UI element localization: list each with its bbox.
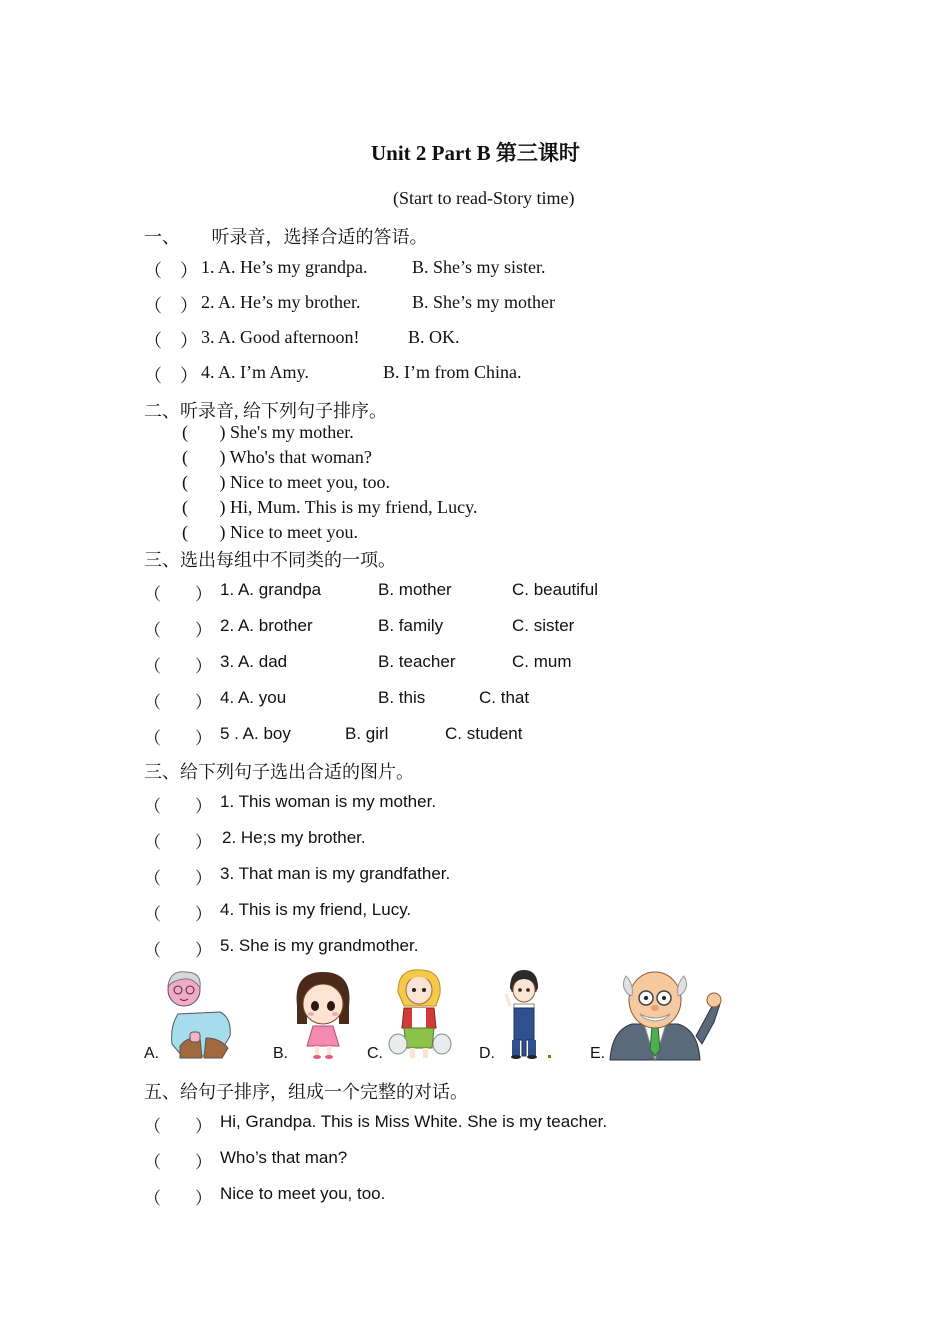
list-item-paren: （ ） <box>144 693 212 712</box>
list-item-option-c: C. that <box>479 688 530 707</box>
list-item-paren: （ ） <box>144 331 198 351</box>
list-item-paren: （ ） <box>144 585 212 604</box>
list-item-option-b: B. this <box>378 688 426 707</box>
list-item-option-c: C. mum <box>512 652 572 671</box>
list-item-paren: （ ） <box>144 621 212 640</box>
list-item-option-a: 1. A. He’s my grandpa. <box>201 257 368 277</box>
grandmother-picture <box>160 966 238 1060</box>
list-item-option-b: B. She’s my sister. <box>412 257 546 277</box>
list-item-text: Nice to meet you, too. <box>220 1184 386 1203</box>
list-item-option-b: B. mother <box>378 580 452 599</box>
list-item-option-b: B. I’m from China. <box>383 362 522 382</box>
picture-label-a: A. <box>144 1045 160 1062</box>
list-item-text: Who’s that man? <box>220 1148 348 1167</box>
picture-label-e: E. <box>590 1045 606 1062</box>
list-item-option-b: B. girl <box>345 724 389 743</box>
boy-picture <box>504 968 544 1060</box>
page-subtitle: (Start to read-Story time) <box>393 188 575 208</box>
picture-label-c: C. <box>367 1045 383 1062</box>
list-item: ( ) She's my mother. <box>182 422 354 442</box>
list-item-paren: （ ） <box>144 905 212 924</box>
list-item-option-b: B. OK. <box>408 327 460 347</box>
list-item-option-c: C. student <box>445 724 523 743</box>
list-item-option-a: 4. A. I’m Amy. <box>201 362 309 382</box>
list-item-option-a: 3. A. dad <box>220 652 288 671</box>
list-item-paren: （ ） <box>144 729 212 748</box>
list-item-option-a: 2. A. brother <box>220 616 313 635</box>
list-item-paren: （ ） <box>144 296 198 316</box>
list-item-text: 1. This woman is my mother. <box>220 792 437 811</box>
list-item-option-b: B. family <box>378 616 444 635</box>
list-item-option-a: 5 . A. boy <box>220 724 291 743</box>
picture-label-b: B. <box>273 1045 289 1062</box>
list-item-text: 2. He;s my brother. <box>222 828 366 847</box>
list-item-option-c: C. beautiful <box>512 580 598 599</box>
list-item-option-c: C. sister <box>512 616 575 635</box>
list-item-paren: （ ） <box>144 366 198 386</box>
list-item-text: Hi, Grandpa. This is Miss White. She is my teacher. <box>220 1112 608 1131</box>
list-item-paren: （ ） <box>144 657 212 676</box>
picture-label-d: D. <box>479 1045 495 1062</box>
list-item: ( ) Nice to meet you. <box>182 522 358 542</box>
list-item-paren: （ ） <box>144 1117 212 1136</box>
list-item-option-a: 3. A. Good afternoon! <box>201 327 360 347</box>
section-3-heading: 三、选出每组中不同类的一项。 <box>144 550 396 570</box>
list-item-option-a: 2. A. He’s my brother. <box>201 292 361 312</box>
list-item-paren: （ ） <box>144 869 212 888</box>
list-item-paren: （ ） <box>144 797 212 816</box>
list-item: ( ) Hi, Mum. This is my friend, Lucy. <box>182 497 478 517</box>
list-item-option-a: 4. A. you <box>220 688 287 707</box>
page-title: Unit 2 Part B 第三课时 <box>371 141 580 165</box>
list-item-paren: （ ） <box>144 941 212 960</box>
list-item: ( ) Nice to meet you, too. <box>182 472 390 492</box>
list-item-text: 5. She is my grandmother. <box>220 936 419 955</box>
woman-picture <box>386 966 452 1060</box>
list-item-paren: （ ） <box>144 1189 212 1208</box>
list-item-paren: （ ） <box>144 833 212 852</box>
list-item-option-a: 1. A. grandpa <box>220 580 322 599</box>
section-5-heading: 五、给句子排序，组成一个完整的对话。 <box>144 1082 468 1102</box>
grandfather-picture <box>606 964 724 1062</box>
section-2-heading: 二、听录音, 给下列句子排序。 <box>144 401 387 421</box>
list-item-paren: （ ） <box>144 1153 212 1172</box>
section-4-heading: 三、给下列句子选出合适的图片。 <box>144 762 414 782</box>
small-dot <box>548 1055 551 1058</box>
list-item-option-b: B. teacher <box>378 652 456 671</box>
list-item-paren: （ ） <box>144 261 198 281</box>
list-item-text: 3. That man is my grandfather. <box>220 864 451 883</box>
list-item-text: 4. This is my friend, Lucy. <box>220 900 412 919</box>
list-item: ( ) Who's that woman? <box>182 447 372 467</box>
girl-picture <box>291 966 355 1060</box>
list-item-option-b: B. She’s my mother <box>412 292 555 312</box>
section-1-heading: 一、 听录音，选择合适的答语。 <box>144 227 428 247</box>
